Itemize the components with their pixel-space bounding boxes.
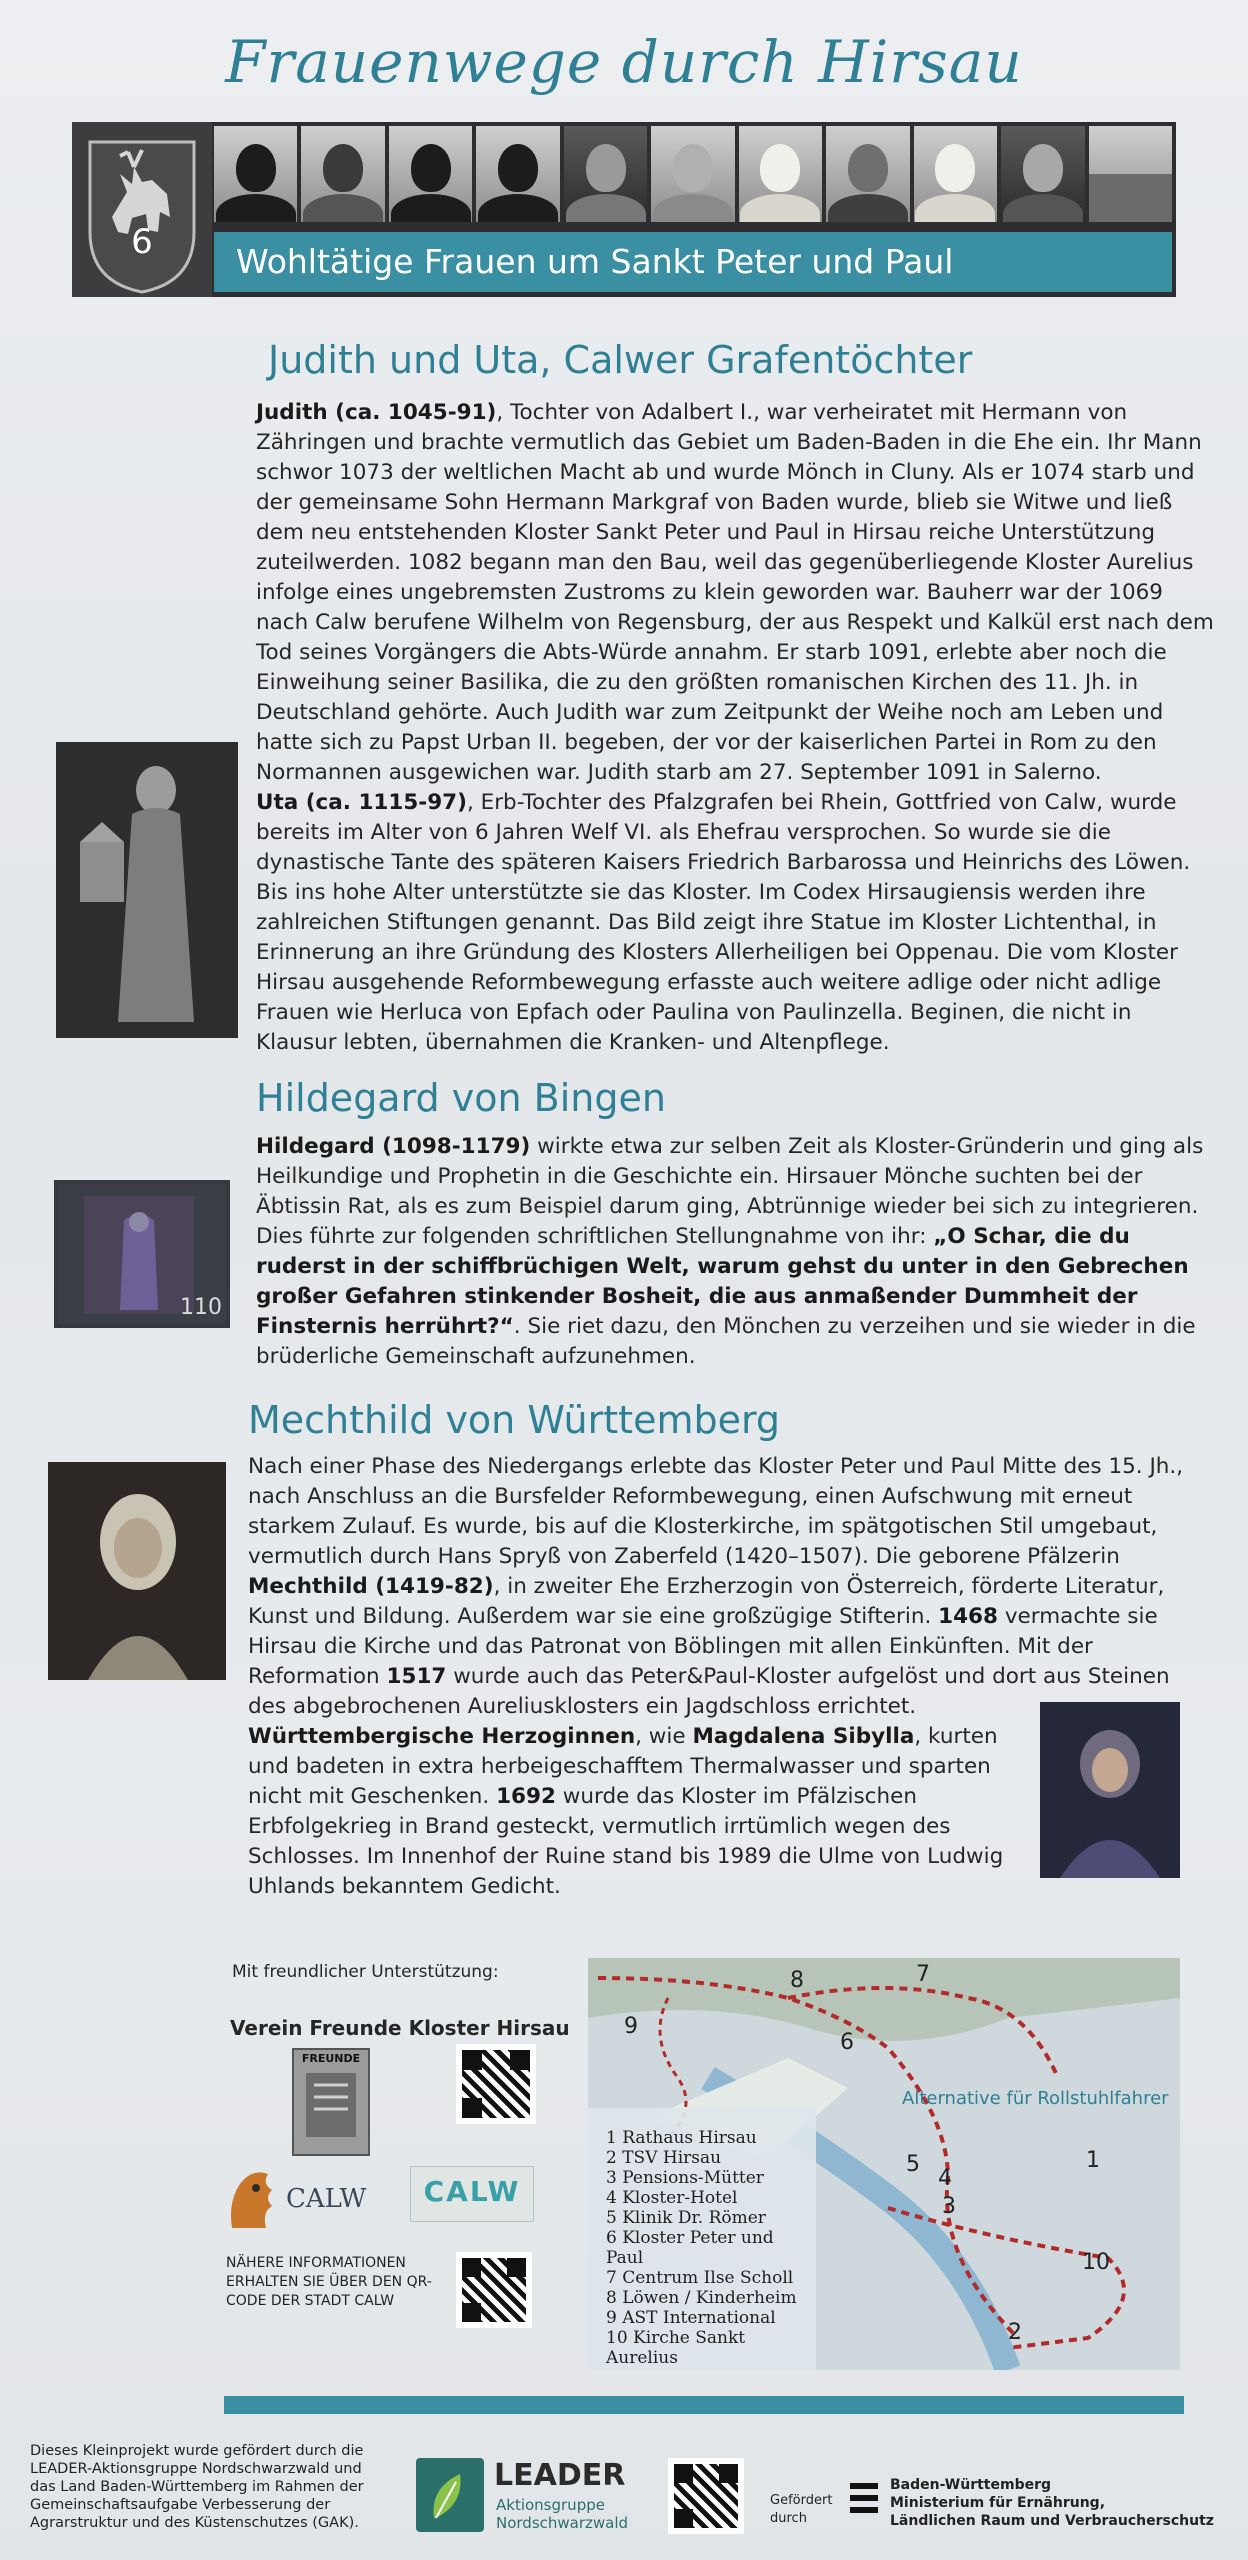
calw-colored-wordmark: CALW [423,2175,521,2208]
bw-coat-of-arms [846,2476,882,2526]
calw-wordmark: CALW [286,2184,367,2214]
station-crest [72,122,212,297]
support-org: Verein Freunde Kloster Hirsau [230,2016,570,2040]
judith-paragraph [256,398,1216,788]
book-label: FREUNDE [301,2052,361,2065]
legend-item: 3 Pensions-Mütter [606,2168,764,2188]
section-heading-judith-uta: Judith und Uta, Calwer Grafentöchter [268,338,973,382]
leader-title: LEADER [494,2458,626,2493]
herzoginnen-lead: Württembergische Herzoginnen [248,1724,636,1749]
hildegard-lead: Hildegard (1098-1179) [256,1134,531,1159]
silhouette-portrait [476,126,559,222]
portrait-photo [564,126,647,222]
book-icon [294,2065,368,2145]
legend-item: 5 Klinik Dr. Römer [606,2208,766,2228]
legend-item: 1 Rathaus Hirsau [606,2128,757,2148]
leaf-icon [416,2458,484,2532]
mechthild-text: wurde das Kloster im Pfälzischen Erbfolgekrieg in Brand gesteckt, vermutlich irrtümlich wegen des Schlosses. Im Innenhof der Ruine stand bis 1989 die Ulme von Ludwig Uhlands bekanntem Gedicht. [248,1784,1004,1899]
portrait-photo [914,126,997,222]
mechthild-text: wurde auch das Peter&Paul-Kloster aufgelöst und dort aus Steinen des abgebrochenen Aureliusklosters ein Jagdschloss errichtet. [248,1664,1170,1719]
uta-lead: Uta (ca. 1115-97) [256,790,467,815]
section-heading-mechthild: Mechthild von Württemberg [248,1398,781,1442]
mechthild-text: , wie [635,1724,693,1749]
qr-code-calw[interactable] [456,2252,532,2328]
mechthild-paragraph-top [248,1452,1188,1722]
stamp-value: 110 [180,1295,222,1320]
map-marker-2[interactable]: 2 [1008,2320,1022,2345]
leader-logo-mark [416,2458,484,2532]
year-1692: 1692 [496,1784,556,1809]
hildegard-paragraph [256,1132,1216,1372]
map-marker-8[interactable]: 8 [790,1968,804,1993]
legend-item: 2 TSV Hirsau [606,2148,722,2168]
funding-text: Dieses Kleinprojekt wurde gefördert durch die LEADER-Aktionsgruppe Nordschwarzwald und das Land Baden-Württemberg im Rahmen der Gemeinschaftsaufgabe Verbesserung der Agrarstruktur und des Küstenschutzes (GAK). [30,2443,364,2531]
uta-paragraph [256,788,1216,1058]
mechthild-text: , kurten und badeten in extra herbeigeschafftem Thermalwasser und sparten nicht mit Geschenken. [248,1724,998,1809]
calw-colored-logo [410,2166,534,2222]
year-1517: 1517 [386,1664,447,1689]
portrait-photo [826,126,909,222]
map-marker-5[interactable]: 5 [906,2152,920,2177]
mechthild-lead: Mechthild (1419-82) [248,1574,494,1599]
gefoerdert-text: Gefördert durch [770,2493,833,2526]
map-marker-7[interactable]: 7 [916,1962,930,1987]
statue-icon [56,742,238,1038]
alt-route-label: Alternative für Rollstuhlfahrer [902,2088,1169,2109]
page-subtitle: Wohltätige Frauen um Sankt Peter und Paul [214,232,1172,292]
lions-icon [846,2476,882,2526]
hildegard-stamp-image [54,1180,230,1328]
mechthild-text: vermachte sie Hirsau die Kirche und das Patronat von Böblingen mit allen Einkünften. Mit der Reformation [248,1604,1158,1689]
portrait-icon [48,1462,226,1680]
stag-icon [72,122,212,297]
legend-item: 9 AST International [606,2308,776,2328]
mechthild-text: Nach einer Phase des Niedergangs erlebte das Kloster Peter und Paul Mitte des 15. Jh., nach Anschluss an die Bursfelder Reformbewegung, einen Aufschwung mit erneut starkem Zulauf. Es wurde, bis auf die Klosterkirche, im spätgotischen Stil umgebaut, vermutlich durch Hans Spryß von Zaberfeld (1420–1507). Die geborene Pfälzerin [248,1454,1184,1569]
station-number: 6 [131,222,153,262]
map-marker-1[interactable]: 1 [1086,2148,1100,2173]
legend-item: 6 Kloster Peter und Paul [606,2228,774,2268]
ministry-line-1: Baden-Württemberg [890,2477,1052,2493]
magdalena-sibylla: Magdalena Sibylla [692,1724,915,1749]
qr-code-freunde[interactable] [456,2044,536,2124]
map-legend [588,2108,816,2370]
portrait-icon [1040,1702,1180,1878]
uta-text: , Erb-Tochter des Pfalzgrafen bei Rhein, Gottfried von Calw, wurde bereits im Alter von 6 Jahren Welf VI. als Ehefrau versprochen. So wurde sie die dynastische Tante des späteren Kaisers Friedrich Barbarossa und Heinrichs des Löwen. Bis ins hohe Alter unterstützte sie das Kloster. Im Codex Hirsaugiensis werden ihre zahlreichen Stiftungen genannt. Das Bild zeigt ihre Statue im Kloster Lichtenthal, in Erinnerung an ihre Gründung des Klosters Allerheiligen bei Oppenau. Die vom Kloster Hirsau ausgehende Reformbewegung erfasste auch weitere adlige oder nicht adlige Frauen wie Herluca von Epfach oder Paulina von Paulinzella. Beginen, die nicht in Klausur lebten, übernahmen die Kranken- und Altenpflege. [256,790,1191,1055]
group-photo [301,126,384,222]
year-1468: 1468 [938,1604,998,1629]
judith-lead: Judith (ca. 1045-91) [256,400,497,425]
footer-divider [224,2396,1184,2414]
map-marker-10[interactable]: 10 [1082,2250,1110,2275]
map-marker-3[interactable]: 3 [942,2194,956,2219]
portrait-strip [214,126,1172,222]
mechthild-portrait-image [48,1462,226,1680]
hildegard-text: wirkte etwa zur selben Zeit als Kloster-Gründerin und ging als Heilkundige und Prophetin in die Geschichte ein. Hirsauer Mönche suchten bei der Äbtissin Rat, als es zum Beispiel darum ging, Abtrünnige wieder bei sich zu integrieren. Dies führte zur folgenden schriftlichen Stellungnahme von ihr: [256,1134,1204,1249]
map-marker-9[interactable]: 9 [624,2014,638,2039]
portrait-photo [739,126,822,222]
section-heading-hildegard: Hildegard von Bingen [256,1076,666,1120]
portrait-photo [651,126,734,222]
calw-info-text: NÄHERE INFORMATIONEN ERHALTEN SIE ÜBER DEN QR-CODE DER STADT CALW [226,2255,432,2309]
mechthild-text: , in zweiter Ehe Erzherzogin von Österreich, förderte Literatur, Kunst und Bildung. Außerdem war sie eine großzügige Stifterin. [248,1574,1165,1629]
ministry-line-2: Ministerium für Ernährung, [890,2495,1106,2511]
legend-item: 10 Kirche Sankt Aurelius [606,2328,746,2368]
silhouette-portrait [214,126,297,222]
silhouette-portrait [389,126,472,222]
lion-icon [222,2162,282,2234]
judith-text: , Tochter von Adalbert I., war verheiratet mit Hermann von Zähringen und brachte vermutlich das Gebiet um Baden-Baden in die Ehe ein. Ihr Mann schwor 1073 der weltlichen Macht ab und wurde Mönch in Cluny. Als er 1074 starb und der gemeinsame Sohn Hermann Markgraf von Baden wurde, blieb sie Witwe und ließ dem neu entstehenden Kloster Sankt Peter und Paul in Hirsau reiche Unterstützung zuteilwerden. 1082 begann man den Bau, weil das gegenüberliegende Kloster Aurelius infolge eines ungebremsten Zustroms zu klein geworden war. Bauherr war der 1069 nach Calw berufene Wilhelm von Regensburg, der aus Respekt und Kalkül erst nach dem Tod seines Vorgängers die Abts-Würde annahm. Er starb 1091, erlebte aber noch die Einweihung seiner Basilika, die zu den größten romanischen Kirchen des 11. Jh. in Deutschland gehörte. Auch Judith war zum Zeitpunkt der Weihe noch am Leben und hatte sich zu Papst Urban II. begeben, der vor der kaiserlichen Partei in Rom zu den Normannen ausgewichen war. Judith starb am 27. September 1091 in Salerno. [256,400,1214,785]
map-marker-6[interactable]: 6 [840,2030,854,2055]
freunde-book-logo [292,2048,370,2156]
hildegard-quote: „O Schar, die du ruderst in der schiffbrüchigen Welt, warum gehst du unter in den Gebrechen großer Gefahren stinkender Bosheit, die aus anmaßender Dummheit der Finsternis herrührt?“ [256,1224,1189,1339]
leader-subtitle-1: Aktionsgruppe [496,2496,605,2514]
portrait-photo [1001,126,1084,222]
leader-subtitle-2: Nordschwarzwald [496,2514,629,2532]
uta-statue-image [56,742,238,1038]
ministry-line-3: Ländlichen Raum und Verbraucherschutz [890,2513,1214,2529]
support-label: Mit freundlicher Unterstützung: [232,1962,499,1982]
route-map[interactable] [588,1958,1180,2370]
qr-code-leader[interactable] [668,2458,744,2534]
page-title: Frauenwege durch Hirsau [225,28,1023,96]
mechthild-paragraph-bottom [248,1722,1028,1902]
hildegard-text-end: . Sie riet dazu, den Mönchen zu verzeihen und sie wieder in die brüderliche Gemeinschaft aufzunehmen. [256,1314,1196,1369]
legend-item: 8 Löwen / Kinderheim [606,2288,797,2308]
calw-logo [222,2162,372,2234]
legend-item: 4 Kloster-Hotel [606,2188,738,2208]
legend-item: 7 Centrum Ilse Scholl [606,2268,794,2288]
monastery-photo [1089,126,1172,222]
map-marker-4[interactable]: 4 [938,2166,952,2191]
magdalena-sibylla-portrait-image [1040,1702,1180,1878]
